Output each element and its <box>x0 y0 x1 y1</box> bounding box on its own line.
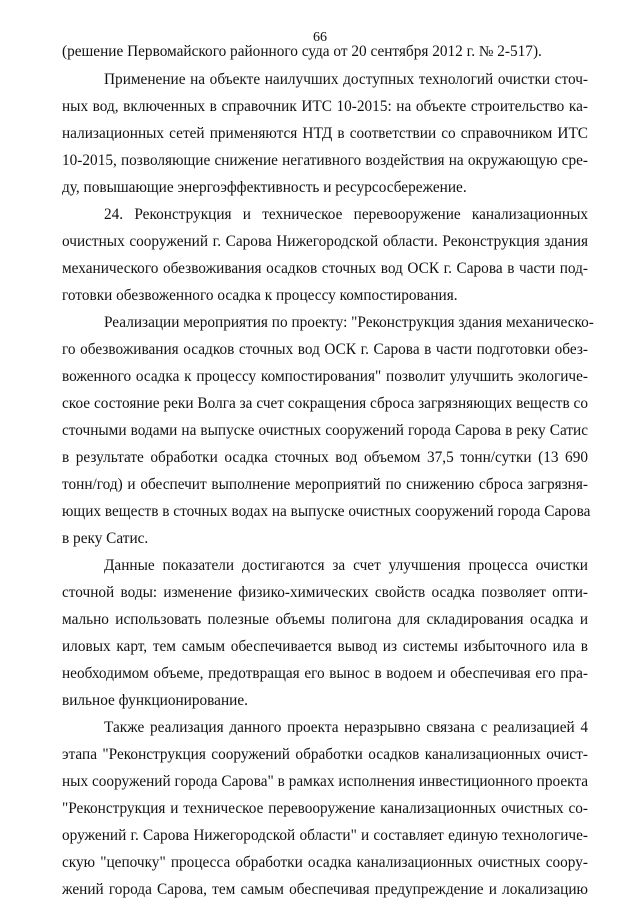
text-line: ду, повышающие энергоэффективность и ресурсосбережение. <box>62 179 467 196</box>
text-line: 24. Реконструкция и техническое перевооружение канализационных <box>104 206 588 223</box>
text-line: го обезвоживания осадков сточных вод ОСК г. Сарова в части подготовки обез- <box>62 341 588 358</box>
text-line: механического обезвоживания осадков сточных вод ОСК г. Сарова в части под- <box>62 260 588 277</box>
text-line: 10-2015, позволяющие снижение негативного воздействия на окружающую сре- <box>62 152 588 169</box>
text-line: очистных сооружений г. Сарова Нижегородской области. Реконструкция здания <box>62 233 588 250</box>
text-line: оружений г. Сарова Нижегородской области" и составляет единую технологиче- <box>62 827 588 844</box>
text-line: тонн/год) и обеспечит выполнение мероприятий по снижению сброса загрязня- <box>62 476 588 493</box>
text-line: сточной воды: изменение физико-химических свойств осадка позволяет опти- <box>62 584 588 601</box>
text-line: скую "цепочку" процесса обработки осадка канализационных очистных соору- <box>62 854 588 871</box>
text-line: сточными водами на выпуске очистных сооружений города Сарова в реку Сатис <box>62 422 588 439</box>
text-line: ющих веществ в сточных водах на выпуске очистных сооружений города Сарова <box>62 503 591 520</box>
text-line: (решение Первомайского районного суда от 20 сентября 2012 г. № 2-517). <box>62 43 542 60</box>
text-line: ское состояние реки Волга за счет сокращения сброса загрязняющих веществ со <box>62 395 588 412</box>
text-line: Применение на объекте наилучших доступных технологий очистки сточ- <box>104 71 588 88</box>
page-number: 66 <box>313 30 327 45</box>
text-line: "Реконструкция и техническое перевооружение канализационных очистных со- <box>62 800 588 817</box>
text-line: Реализации мероприятия по проекту: "Реконструкция здания механическо- <box>104 314 594 331</box>
text-line: готовки обезвоженного осадка к процессу компостирования. <box>62 287 458 304</box>
text-line: Также реализация данного проекта неразрывно связана с реализацией 4 <box>104 719 588 736</box>
text-line: мально использовать полезные объемы полигона для складирования осадка и <box>62 611 588 628</box>
text-line: ных сооружений города Сарова" в рамках исполнения инвестиционного проекта <box>62 773 588 790</box>
text-line: необходимом объеме, предотвращая его вынос в водоем и обеспечивая его пра- <box>62 665 588 682</box>
text-line: в результате обработки осадка сточных вод объемом 37,5 тонн/сутки (13 690 <box>62 449 588 466</box>
text-line: этапа "Реконструкция сооружений обработки осадков канализационных очист- <box>62 746 588 763</box>
text-line: воженного осадка к процессу компостирования" позволит улучшить экологиче- <box>62 368 588 385</box>
text-line: в реку Сатис. <box>62 530 149 547</box>
text-line: Данные показатели достигаются за счет улучшения процесса очистки <box>104 557 588 574</box>
text-line: вильное функционирование. <box>62 692 248 709</box>
text-line: ных вод, включенных в справочник ИТС 10-2015: на объекте строительство ка- <box>62 98 588 115</box>
text-line: иловых карт, тем самым обеспечивается вывод из системы избыточного ила в <box>62 638 588 655</box>
text-line: нализационных сетей применяются НТД в соответствии со справочником ИТС <box>62 125 588 142</box>
text-line: жений города Сарова, тем самым обеспечивая предупреждение и локализацию <box>62 881 588 898</box>
